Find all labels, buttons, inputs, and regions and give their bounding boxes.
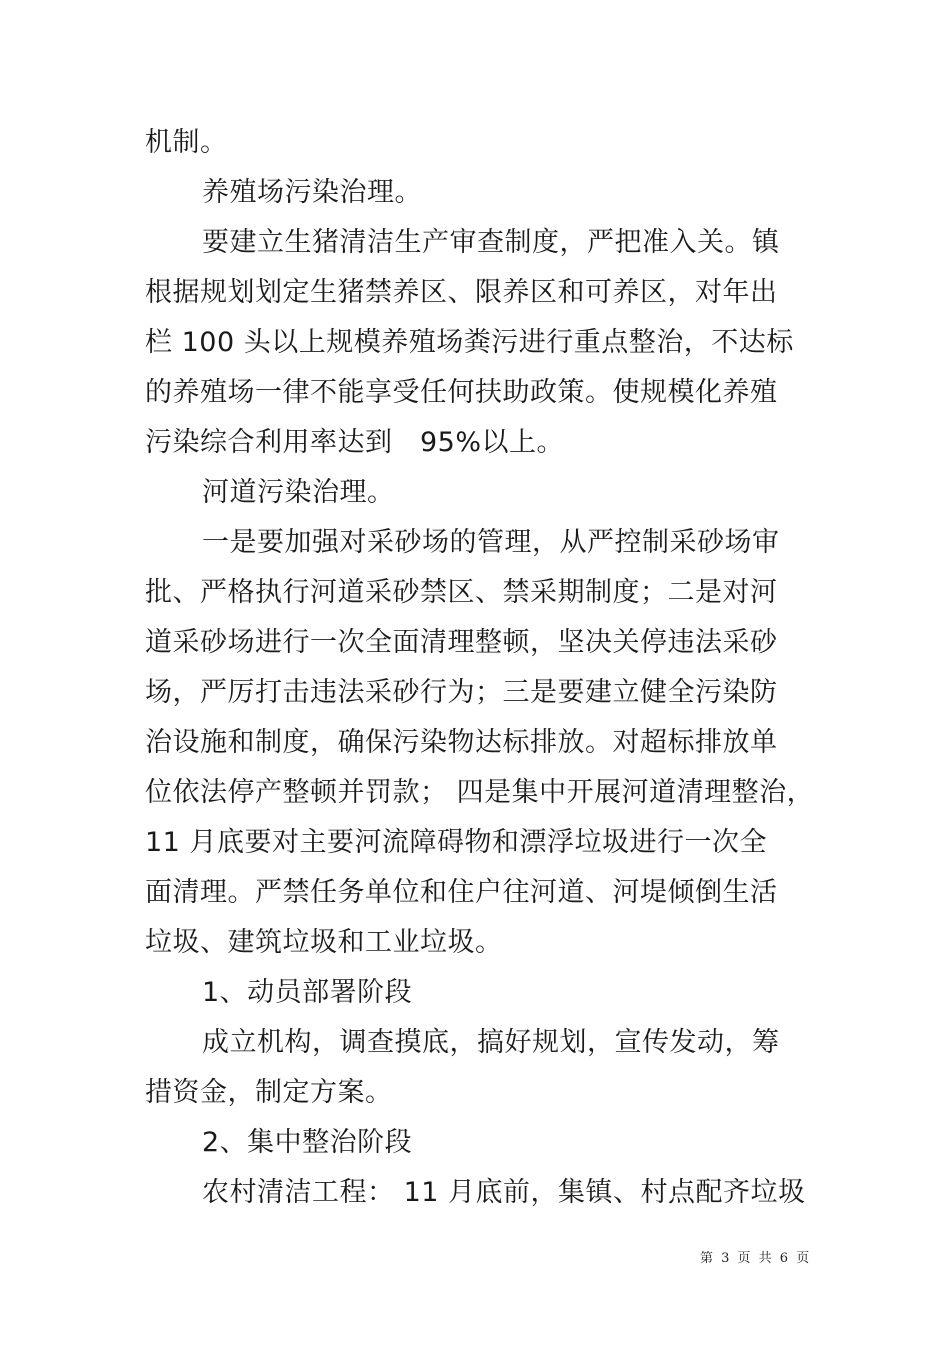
text-line: 措资金，制定方案。	[145, 1077, 393, 1108]
text-line: 养殖场污染治理。	[202, 177, 422, 208]
text-line: 批、严格执行河道采砂禁区、禁采期制度；二是对河	[145, 577, 778, 608]
text-line: 河道污染治理。	[202, 477, 395, 508]
text-line: 的养殖场一律不能享受任何扶助政策。使规模化养殖	[145, 377, 778, 408]
text-line: 位依法停产整顿并罚款； 四是集中开展河道清理整治，	[145, 777, 815, 808]
text-line: 2、集中整治阶段	[202, 1127, 413, 1158]
text-line: 治设施和制度，确保污染物达标排放。对超标排放单	[145, 727, 778, 758]
text-line: 11 月底要对主要河流障碍物和漂浮垃圾进行一次全	[145, 827, 767, 858]
text-line: 机制。	[145, 127, 228, 158]
text-line: 栏 100 头以上规模养殖场粪污进行重点整治，不达标	[145, 327, 794, 358]
text-line: 1、动员部署阶段	[202, 977, 413, 1008]
text-line: 根据规划划定生猪禁养区、限养区和可养区，对年出	[145, 277, 778, 308]
text-line: 污染综合利用率达到 95%以上。	[145, 427, 565, 458]
body-text	[145, 118, 815, 1218]
text-line: 面清理。严禁任务单位和住户往河道、河堤倾倒生活	[145, 877, 778, 908]
text-line: 场，严厉打击违法采砂行为；三是要建立健全污染防	[145, 677, 778, 708]
page-footer: 第 3 页 共 6 页	[700, 1251, 812, 1266]
text-line: 要建立生猪清洁生产审查制度，严把准入关。镇	[202, 227, 780, 258]
text-line: 道采砂场进行一次全面清理整顿，坚决关停违法采砂	[145, 627, 778, 658]
text-line: 成立机构，调查摸底，搞好规划，宣传发动，筹	[202, 1027, 780, 1058]
text-line: 一是要加强对采砂场的管理，从严控制采砂场审	[202, 527, 780, 558]
text-line: 农村清洁工程： 11 月底前，集镇、村点配齐垃圾	[202, 1177, 806, 1208]
text-line: 垃圾、建筑垃圾和工业垃圾。	[145, 927, 503, 958]
